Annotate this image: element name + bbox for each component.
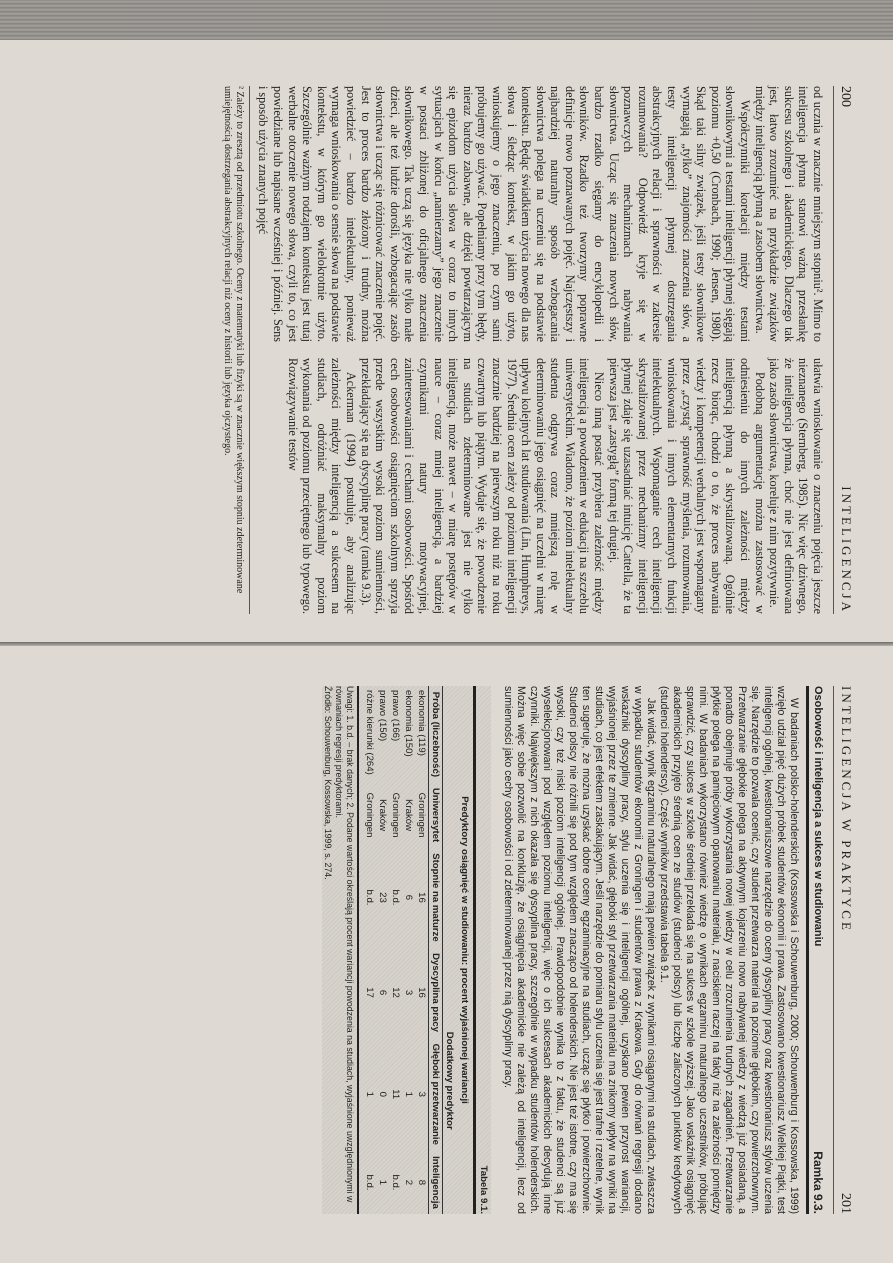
table-row: [376, 686, 389, 1214]
page-200: [24, 60, 864, 640]
cell: 8: [416, 1179, 427, 1186]
cell: 1: [403, 1091, 414, 1097]
running-head: [833, 86, 854, 614]
cell: ekonomia (119): [416, 690, 427, 756]
table-source: Źródło: Schouwenburg, Kossowska, 1999, s. 274.: [323, 686, 333, 880]
column-header: Głęboki przetwarzanie: [429, 1038, 443, 1151]
table-row: [363, 686, 376, 1214]
column-header: Dyscyplina pracy: [429, 947, 443, 1037]
column-header: Inteligencja: [429, 1151, 443, 1214]
column-2: [256, 358, 825, 614]
running-head-title: INTELIGENCJA W PRAKTYCE: [839, 686, 854, 933]
paragraph: Jak widać, wynik egzaminu maturalnego mają pewien związek z wynikami osiąganymi na studiach, zwłaszcza w wypadku studentów ekonomii z Groningen i studentów prawa z Krakowa. Gdy do równań regresji dodano wskaźniki dyscypliny pracy, stylu uczenia się i inteligencji ogólnej, uzyskano pewien przyrost wariancji, wyjaśnionej przez te zmienne. Jak widać, głęboki styl przetwarzania materiału ma znikomy wpływ na wyniki na studiach, co jest efektem zaskakującym. Jeśli narzędzie do pomiaru stylu uczenia się jest trafne i rzetelne, wynik ten sugeruje, że można uzyskać dobre oceny egzaminacyjne na studiach, ucząc się płytko i powierzchownie. Studenci polscy nie różnili się pod tym względem znacząco od holenderskich. Nie jest też istotne, czy ma się wysoki, czy też niski poziom inteligencji ogólnej. Prawdopodobnie wynika to z faktu, że studenci są już wyselekcjonowani pod względem poziomu inteligencji, więc o ich sukcesach akademickich decydują inne czynniki. Największym z nich okazała się dyscyplina pracy, szczególnie w wypadku studentów holenderskich. Można więc sobie pozwolić na konkluzję, że osiągnięcia akademickie nie zależą od inteligencji, lecz od sumienności jako cechy osobowości i od zdeterminowanej przez nią dyscypliny pracy.: [502, 686, 657, 1214]
cell: 16: [416, 892, 427, 903]
column-1: [256, 86, 825, 342]
cell: prawo (150): [377, 690, 388, 742]
cell: prawo (166): [390, 690, 401, 742]
paragraph: Nieco inną postać przybiera zależność między inteligencją a powodzeniem w edukacji na szczeblu uniwersyteckim. Wiadomo, że poziom intelektualny studenta odgrywa coraz mniejszą rolę w determinowaniu jego osiągnięć na uczelni w miarę upływu kolejnych lat studiowania (Lin, Humphreys, 1977). Średnia ocen zależy od poziomu inteligencji znacznie bardziej na pierwszym roku niż na roku czwartym lub piątym. Wydaje się, że powodzenie na studiach zdeterminowane jest nie tylko inteligencją, może nawet – w miarę postępów w nauce – coraz mniej inteligencją, a bardziej czynnikami natury motywacyjnej, zainteresowaniami i cechami osobowości. Spośród cech osobowości osiągnięciom szkolnym sprzyja przede wszystkim wysoki poziom sumienności, przekładający się na dyscyplinę pracy (ramka 9.3).: [358, 358, 607, 614]
data-table: [363, 686, 456, 1214]
cell: ekonomia (150): [403, 690, 414, 757]
table-header: [473, 686, 491, 1214]
cell: 1: [377, 1179, 388, 1186]
table-row: [402, 686, 415, 1214]
running-head: [833, 686, 854, 1214]
paragraph: ułatwia wnioskowanie o znaczeniu pojęcia jeszcze nieznanego (Sternberg, 1985). Nic więc dziwnego, że inteligencja płynna, choć nie jest definiowana jako zasób słownictwa, koreluje z nim pozytywnie.: [767, 358, 825, 614]
cell: Groningen: [390, 792, 401, 838]
cell: 0: [377, 1091, 388, 1097]
paragraph: Współczynniki korelacji między testami słownikowymi a testami inteligencji płynnej sięgają poziomu +0,50 (Cronbach, 1990; Jensen, 1980). Skąd taki silny związek, jeśli testy słownikowe wymagają „tylko” znajomości znaczenia słów, a testy inteligencji płynnej dostrzegania abstrakcyjnych relacji i sprawności w zakresie rozumowania? Odpowiedź kryje się w poznawczych mechanizmach nabywania słownictwa. Ucząc się znaczenia nowych słów, bardzo rzadko sięgamy do encyklopedii i słowników. Rzadko też tworzymy poprawne definicje nowo poznawanych pojęć. Najczęstszy i najbardziej naturalny sposób wzbogacania słownictwa polega na uczeniu się na podstawie kontekstu. Będąc świadkiem użycia nowego dla nas słowa i śledząc kontekst, w jakim go użyto, wnioskujemy o jego znaczeniu, po czym sami próbujemy go używać. Popełniamy przy tym błędy, nieraz bardzo zabawne, ale dzięki powtarzającym się epizodom użycia słowa w coraz to innych sytuacjach w końcu „namierzamy” jego znaczenie w postaci zbliżonej do oficjalnego znaczenia słownikowego. Tak uczą się języka nie tylko małe dzieci, ale też ludzie dorośli, wzbogacając zasób słownictwa i ucząc się różnicować znaczenie pojęć. Jest to proces bardzo złożony i trudny, można powiedzieć – bardzo intelektualny, ponieważ wymaga wnioskowania o sensie słowa na podstawie kontekstu, w którym go wielokrotnie użyto. Szczególnie ważnym rodzajem kontekstu jest tutaj werbalne otoczenie nowego słowa, czyli to, co jest powiedziane lub napisane wcześniej i później. Sens i sposób użycia znanych pojęć: [256, 86, 753, 342]
box-header: [806, 686, 825, 1214]
cell: Kraków: [377, 799, 388, 832]
table-row: [415, 686, 429, 1214]
cell: 3: [403, 989, 414, 996]
paragraph: Ackerman (1994) postuluje, aby analizując zależności między inteligencją a sukcesem na studiach, odróżniać maksymalny poziom wykonania od poziomu przeciętnego lub typowego. Rozwiązywanie testów: [285, 358, 358, 614]
group-header: Dodatkowy predyktor: [443, 947, 457, 1214]
text-columns: [256, 86, 825, 614]
paragraph: Podobną argumentację można zastosować w odniesieniu do innych zależności między inteligencją płynną a skrystalizowaną. Ogólnie rzecz biorąc, chodzi o to, że proces nabywania wiedzy i kompetencji werbalnych jest wspomagany przez „czystą” sprawność myślenia, rozumowania, wnioskowania i innych elementarnych funkcji intelektualnych. Wspomaganie cech inteligencji skrystalizowanej przez mechanizmy inteligencji płynnej zdaje się uzasadniać intuicję Cattella, że ta pierwsza jest „zastygłą” formą tej drugiej.: [606, 358, 767, 614]
cell: 17: [364, 987, 375, 998]
cell: 11: [390, 1089, 401, 1100]
cell: Groningen: [416, 792, 427, 838]
table-note: Uwagi: 1. b.d. – brak danych; 2. Podane wartości określają procent wariancji powodzenia na studiach, wyjaśnione uwzględnionymi w równaniach regresji predyktorami.: [334, 686, 355, 1203]
scan-edge: [0, 0, 893, 40]
column-header: Próba (liczebność): [429, 686, 443, 783]
page-number: 200: [838, 86, 853, 107]
cell: Groningen: [364, 792, 375, 838]
table-title: Predyktory osiągnięć w studiowaniu: procent wyjaśnionej wariancji: [459, 796, 470, 1104]
cell: 3: [416, 1091, 427, 1097]
cell: 12: [390, 987, 401, 998]
table-row: [389, 686, 402, 1214]
paragraph: od ucznia w znacznie mniejszym stopniu². Mimo to inteligencja płynna stanowi ważną przesłankę sukcesu szkolnego i akademickiego. Dlaczego tak jest, łatwo zrozumieć na przykładzie związków między inteligencją płynną a zasobem słownictwa.: [752, 86, 825, 342]
column-header: Uniwersytet: [429, 783, 443, 848]
table-9-1: [322, 686, 491, 1214]
cell: 6: [377, 989, 388, 996]
box-content: [501, 686, 800, 1214]
cell: b.d.: [390, 1174, 401, 1191]
cell: 16: [416, 987, 427, 998]
cell: 1: [364, 1091, 375, 1097]
cell: 2: [403, 1179, 414, 1186]
page-number: 201: [838, 1193, 853, 1214]
page-201: [24, 660, 864, 1240]
cell: b.d.: [364, 889, 375, 906]
cell: 23: [377, 892, 388, 903]
table-label: Tabela 9.1.: [478, 1165, 489, 1214]
paragraph: W badaniach polsko-holenderskich (Kossowska i Schouwenburg, 2000; Schouwenburg i Kossowska, 1999) wzięło udział pięć dużych próbek studentów ekonomii i prawa. Zastosowano kwestionariusz Wielkiej Piątki, test inteligencji ogólnej, kwestionariuszowe narzędzie do oceny dyscypliny pracy oraz kwestionariusz stylów uczenia się. Narzędzie to pozwala ocenić, czy student przetwarza materiał na poziomie głębokim, czy powierzchownym. Przetwarzanie głębokie polega na aktywnym kojarzeniu nowo nabywanej wiedzy z wiedzą już posiadaną, a ponadto obejmuje próby wykorzystania nowej wiedzy w celu zrozumienia trudnych zagadnień. Przetwarzanie płytkie polega na pamięciowym opanowaniu materiału, z naciskiem raczej na fakty niż na zależności pomiędzy nimi. W badaniach wykorzystano również wiedzę o wynikach egzaminu maturalnego uczestników, próbując sprawdzić, czy sukces w szkole średniej przekłada się na sukces w szkole wyższej. Jako wskaźnik osiągnięć akademickich przyjęto średnią ocen ze studiów (studenci polscy) lub liczbę zaliczonych punktów kredytowych (studenci holenderscy). Część wyników przedstawia tabela 9.1.: [658, 686, 800, 1214]
table-notes: [322, 686, 359, 1214]
column-header: Stopnie na maturze: [429, 847, 443, 947]
box-label: Ramka 9.3.: [811, 1151, 825, 1214]
page-fold: [0, 642, 893, 646]
running-head-title: INTELIGENCJA: [839, 486, 854, 614]
cell: b.d.: [364, 1174, 375, 1191]
cell: Kraków: [403, 799, 414, 832]
cell: 6: [403, 894, 414, 901]
cell: b.d.: [390, 889, 401, 906]
cell: różne kierunki (264): [364, 690, 375, 775]
box-title: Osobowość i inteligencja a sukces w studiowaniu: [812, 686, 824, 947]
footnote: ² Zależy to zresztą od przedmiotu szkolnego. Oceny z matematyki lub fizyki są w znacznie większym stopniu zdeterminowane umiejętnością dostrzegania abstrakcyjnych relacji niż oceny z historii lub języka ojczystego.: [221, 86, 250, 614]
